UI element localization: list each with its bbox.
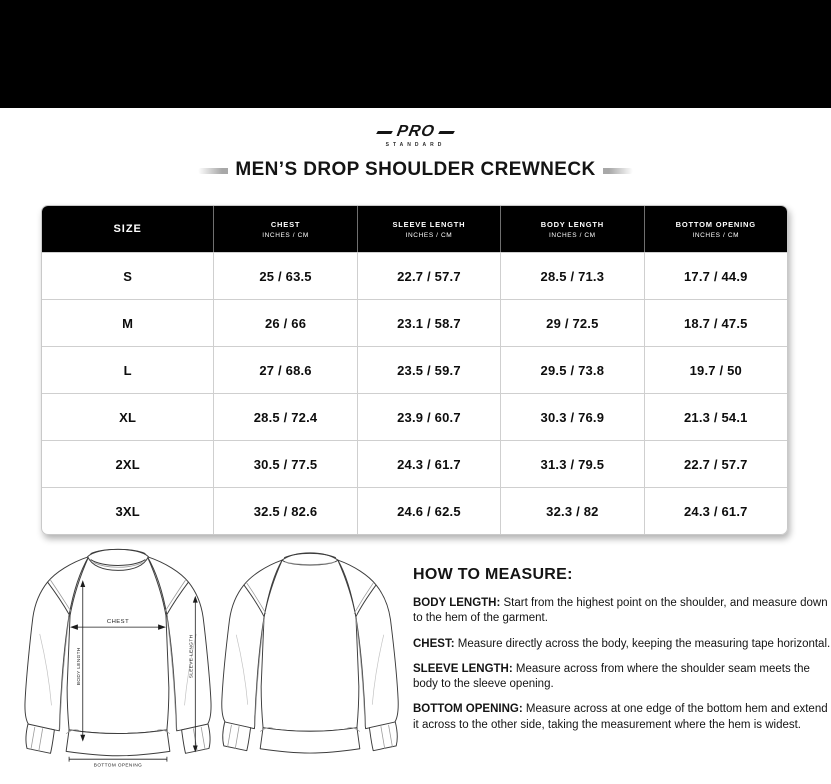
brand-logo-text: PRO [395, 123, 436, 140]
size-cell: M [42, 299, 213, 346]
bottom-opening-cell: 17.7 / 44.9 [644, 252, 787, 299]
sleeve-length-cell: 23.1 / 58.7 [357, 299, 500, 346]
size-cell: S [42, 252, 213, 299]
table-row [42, 299, 787, 346]
title-swoosh-right [603, 168, 633, 174]
logo-left-line [376, 131, 393, 134]
column-label: CHEST [270, 219, 301, 229]
top-banner [0, 0, 831, 108]
measure-instruction: BOTTOM OPENING: Measure across at one edge of the bottom hem and extend it across to the other side, taking the measurement where the hem is widest. [413, 703, 828, 731]
column-header-size [42, 206, 213, 252]
sleeve-length-cell: 24.3 / 61.7 [357, 440, 500, 487]
size-cell: 2XL [42, 440, 213, 487]
column-sublabel: INCHES / CM [692, 231, 740, 239]
size-table [42, 206, 787, 534]
bottom-opening-cell: 22.7 / 57.7 [644, 440, 787, 487]
measure-term: CHEST: [413, 637, 458, 650]
how-to-measure-section [413, 566, 831, 743]
bottom-opening-cell: 24.3 / 61.7 [644, 487, 787, 534]
size-chart [41, 205, 788, 535]
brand-logo [0, 123, 831, 148]
back-hem-band [260, 728, 360, 753]
body-length-cell: 28.5 / 71.3 [500, 252, 643, 299]
sleeve-length-cell: 22.7 / 57.7 [357, 252, 500, 299]
table-row [42, 346, 787, 393]
column-header-sleeve-length [357, 206, 500, 252]
measure-instruction: SLEEVE LENGTH: Measure across from where the shoulder seam meets the body to the sleeve opening. [413, 662, 810, 691]
title-swoosh-left [198, 168, 228, 174]
bottom-opening-cell: 18.7 / 47.5 [644, 299, 787, 346]
body-length-cell: 29.5 / 73.8 [500, 346, 643, 393]
front-garment-diagram [20, 541, 216, 768]
column-label: BODY LENGTH [540, 219, 604, 229]
column-sublabel: INCHES / CM [405, 231, 453, 239]
table-row [42, 393, 787, 440]
column-header-body-length [500, 206, 643, 252]
body-length-cell: 30.3 / 76.9 [500, 393, 643, 440]
sleeve-length-cell: 24.6 / 62.5 [357, 487, 500, 534]
measure-term: BOTTOM OPENING: [413, 703, 526, 716]
bottom-opening-cell: 19.7 / 50 [644, 346, 787, 393]
column-header-chest [213, 206, 356, 252]
column-sublabel: INCHES / CM [262, 231, 309, 239]
body-length-dimension-label: BODY LENGTH [75, 647, 81, 686]
title-row [0, 156, 831, 184]
back-garment-diagram [219, 546, 401, 758]
column-label: BOTTOM OPENING [675, 219, 756, 229]
size-cell: XL [42, 393, 213, 440]
table-row [42, 252, 787, 299]
column-label: SIZE [113, 223, 142, 235]
size-cell: L [42, 346, 213, 393]
brand-logo-subtext: STANDARD [385, 142, 446, 148]
sleeve-length-dimension-label: SLEEVE LENGTH [188, 634, 194, 679]
body-length-cell: 32.3 / 82 [500, 487, 643, 534]
chest-cell: 25 / 63.5 [213, 252, 356, 299]
chest-cell: 32.5 / 82.6 [213, 487, 356, 534]
how-to-measure-list [413, 596, 831, 733]
chest-cell: 26 / 66 [213, 299, 356, 346]
header-row [42, 206, 787, 252]
body-length-cell: 29 / 72.5 [500, 299, 643, 346]
chest-cell: 30.5 / 77.5 [213, 440, 356, 487]
page-title: MEN’S DROP SHOULDER CREWNECK [235, 159, 596, 180]
chest-dimension-label: CHEST [106, 619, 130, 626]
measure-instruction: CHEST: Measure directly across the body, keeping the measuring tape horizontal. [413, 637, 831, 650]
measure-instruction: BODY LENGTH: Start from the highest point on the shoulder, and measure down to the hem of the garment. [413, 597, 828, 625]
how-to-measure-title: HOW TO MEASURE: [413, 566, 573, 583]
measure-term: BODY LENGTH: [413, 597, 504, 609]
body-length-cell: 31.3 / 79.5 [500, 440, 643, 487]
chest-cell: 28.5 / 72.4 [213, 393, 356, 440]
column-sublabel: INCHES / CM [549, 231, 596, 239]
bottom-opening-dimension-label: BOTTOM OPENING [93, 762, 143, 768]
table-row [42, 440, 787, 487]
size-table-body [42, 252, 787, 534]
back-body [261, 554, 359, 731]
bottom-opening-cell: 21.3 / 54.1 [644, 393, 787, 440]
size-cell: 3XL [42, 487, 213, 534]
column-label: SLEEVE LENGTH [392, 219, 466, 229]
size-table-header [42, 206, 787, 252]
measure-term: SLEEVE LENGTH: [413, 662, 516, 675]
sleeve-length-cell: 23.5 / 59.7 [357, 346, 500, 393]
table-row [42, 487, 787, 534]
column-header-bottom-opening [644, 206, 787, 252]
sleeve-length-cell: 23.9 / 60.7 [357, 393, 500, 440]
logo-right-line [438, 131, 455, 134]
front-hem-band [66, 730, 170, 756]
chest-cell: 27 / 68.6 [213, 346, 356, 393]
